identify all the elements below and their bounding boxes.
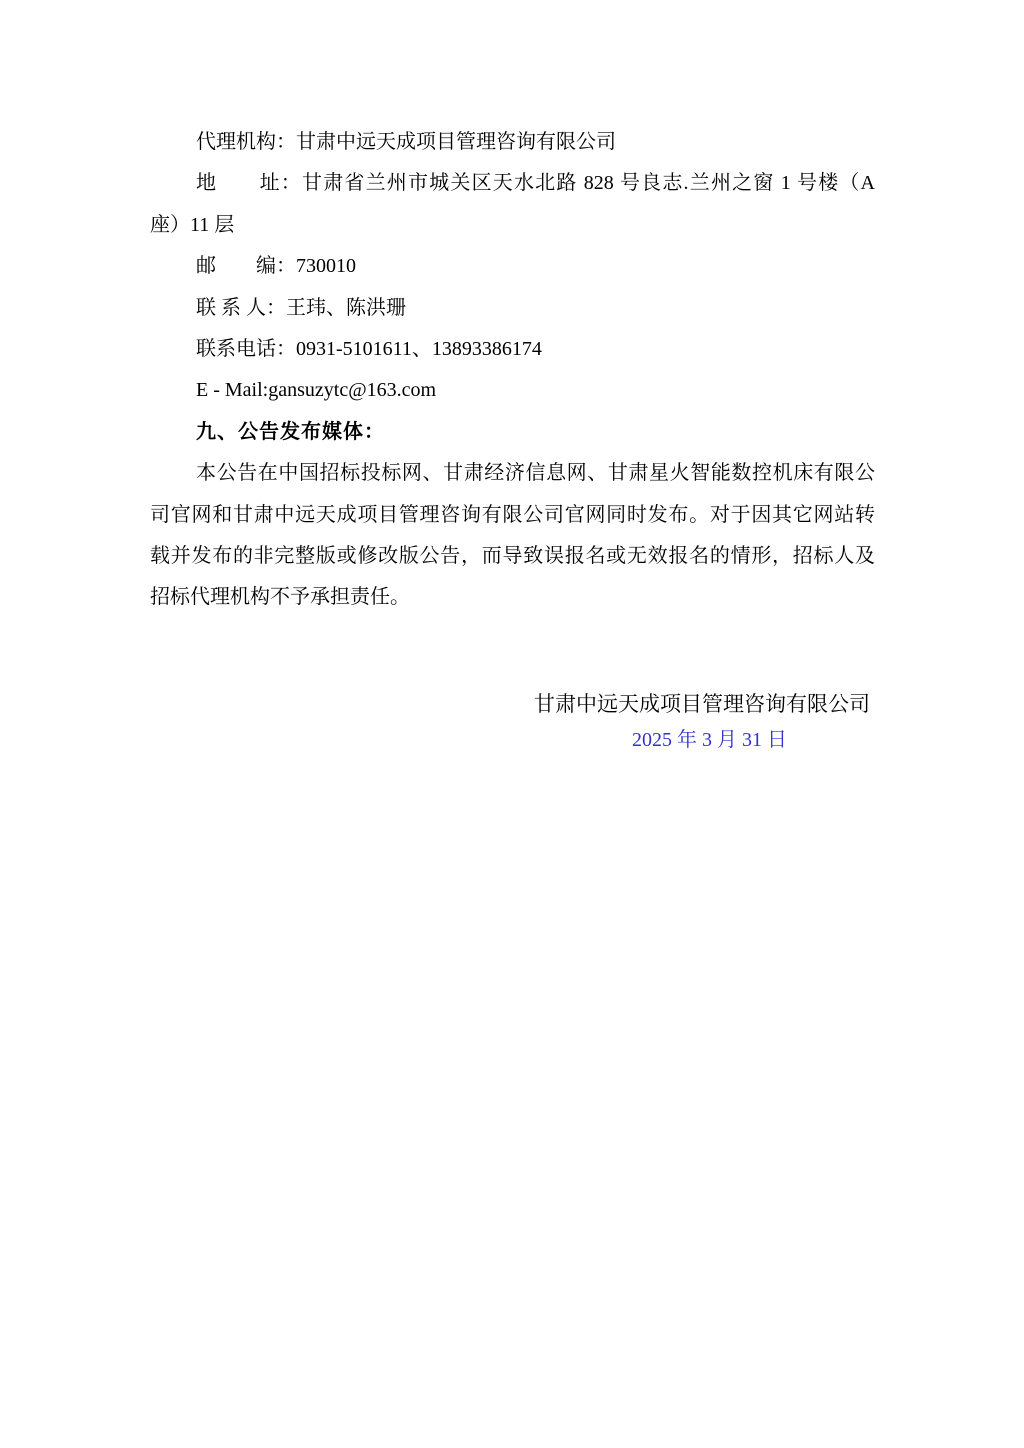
agency-value: 甘肃中远天成项目管理咨询有限公司 xyxy=(296,131,616,153)
phone-label: 联系电话： xyxy=(196,338,296,361)
agency-label: 代理机构： xyxy=(196,131,296,153)
email-line xyxy=(150,370,875,411)
contact-person-value: 王玮、陈洪珊 xyxy=(286,296,406,319)
address-line-1: 地 址：甘肃省兰州市城关区天水北路 828 号良志.兰州之窗 1 号楼（A xyxy=(196,172,875,195)
postal-line xyxy=(150,246,875,287)
document-content xyxy=(150,122,875,619)
body-line-1: 本公告在中国招标投标网、甘肃经济信息网、甘肃星火智能数控机床有限公 xyxy=(196,462,875,485)
body-line-4: 招标代理机构不予承担责任。 xyxy=(150,586,410,609)
signature-company: 甘肃中远天成项目管理咨询有限公司 xyxy=(534,692,870,716)
contact-person-line xyxy=(150,288,875,329)
signature-date: 2025 年 3 月 31 日 xyxy=(632,729,787,751)
postal-label: 邮 编： xyxy=(196,255,296,278)
address-line-2: 座）11 层 xyxy=(150,213,235,236)
phone-line xyxy=(150,329,875,370)
contact-person-label: 联 系 人： xyxy=(196,296,286,319)
body-line-3: 载并发布的非完整版或修改版公告，而导致误报名或无效报名的情形，招标人及 xyxy=(150,545,875,568)
section-heading: 九、公告发布媒体： xyxy=(196,420,385,443)
email-label: E - Mail: xyxy=(196,379,269,402)
postal-value: 730010 xyxy=(296,255,356,278)
phone-value: 0931-5101611、13893386174 xyxy=(296,338,542,361)
email-value: gansuzytc@163.com xyxy=(268,379,437,402)
body-line-2: 司官网和甘肃中远天成项目管理咨询有限公司官网同时发布。对于因其它网站转 xyxy=(150,503,875,526)
agency-line xyxy=(150,122,875,163)
